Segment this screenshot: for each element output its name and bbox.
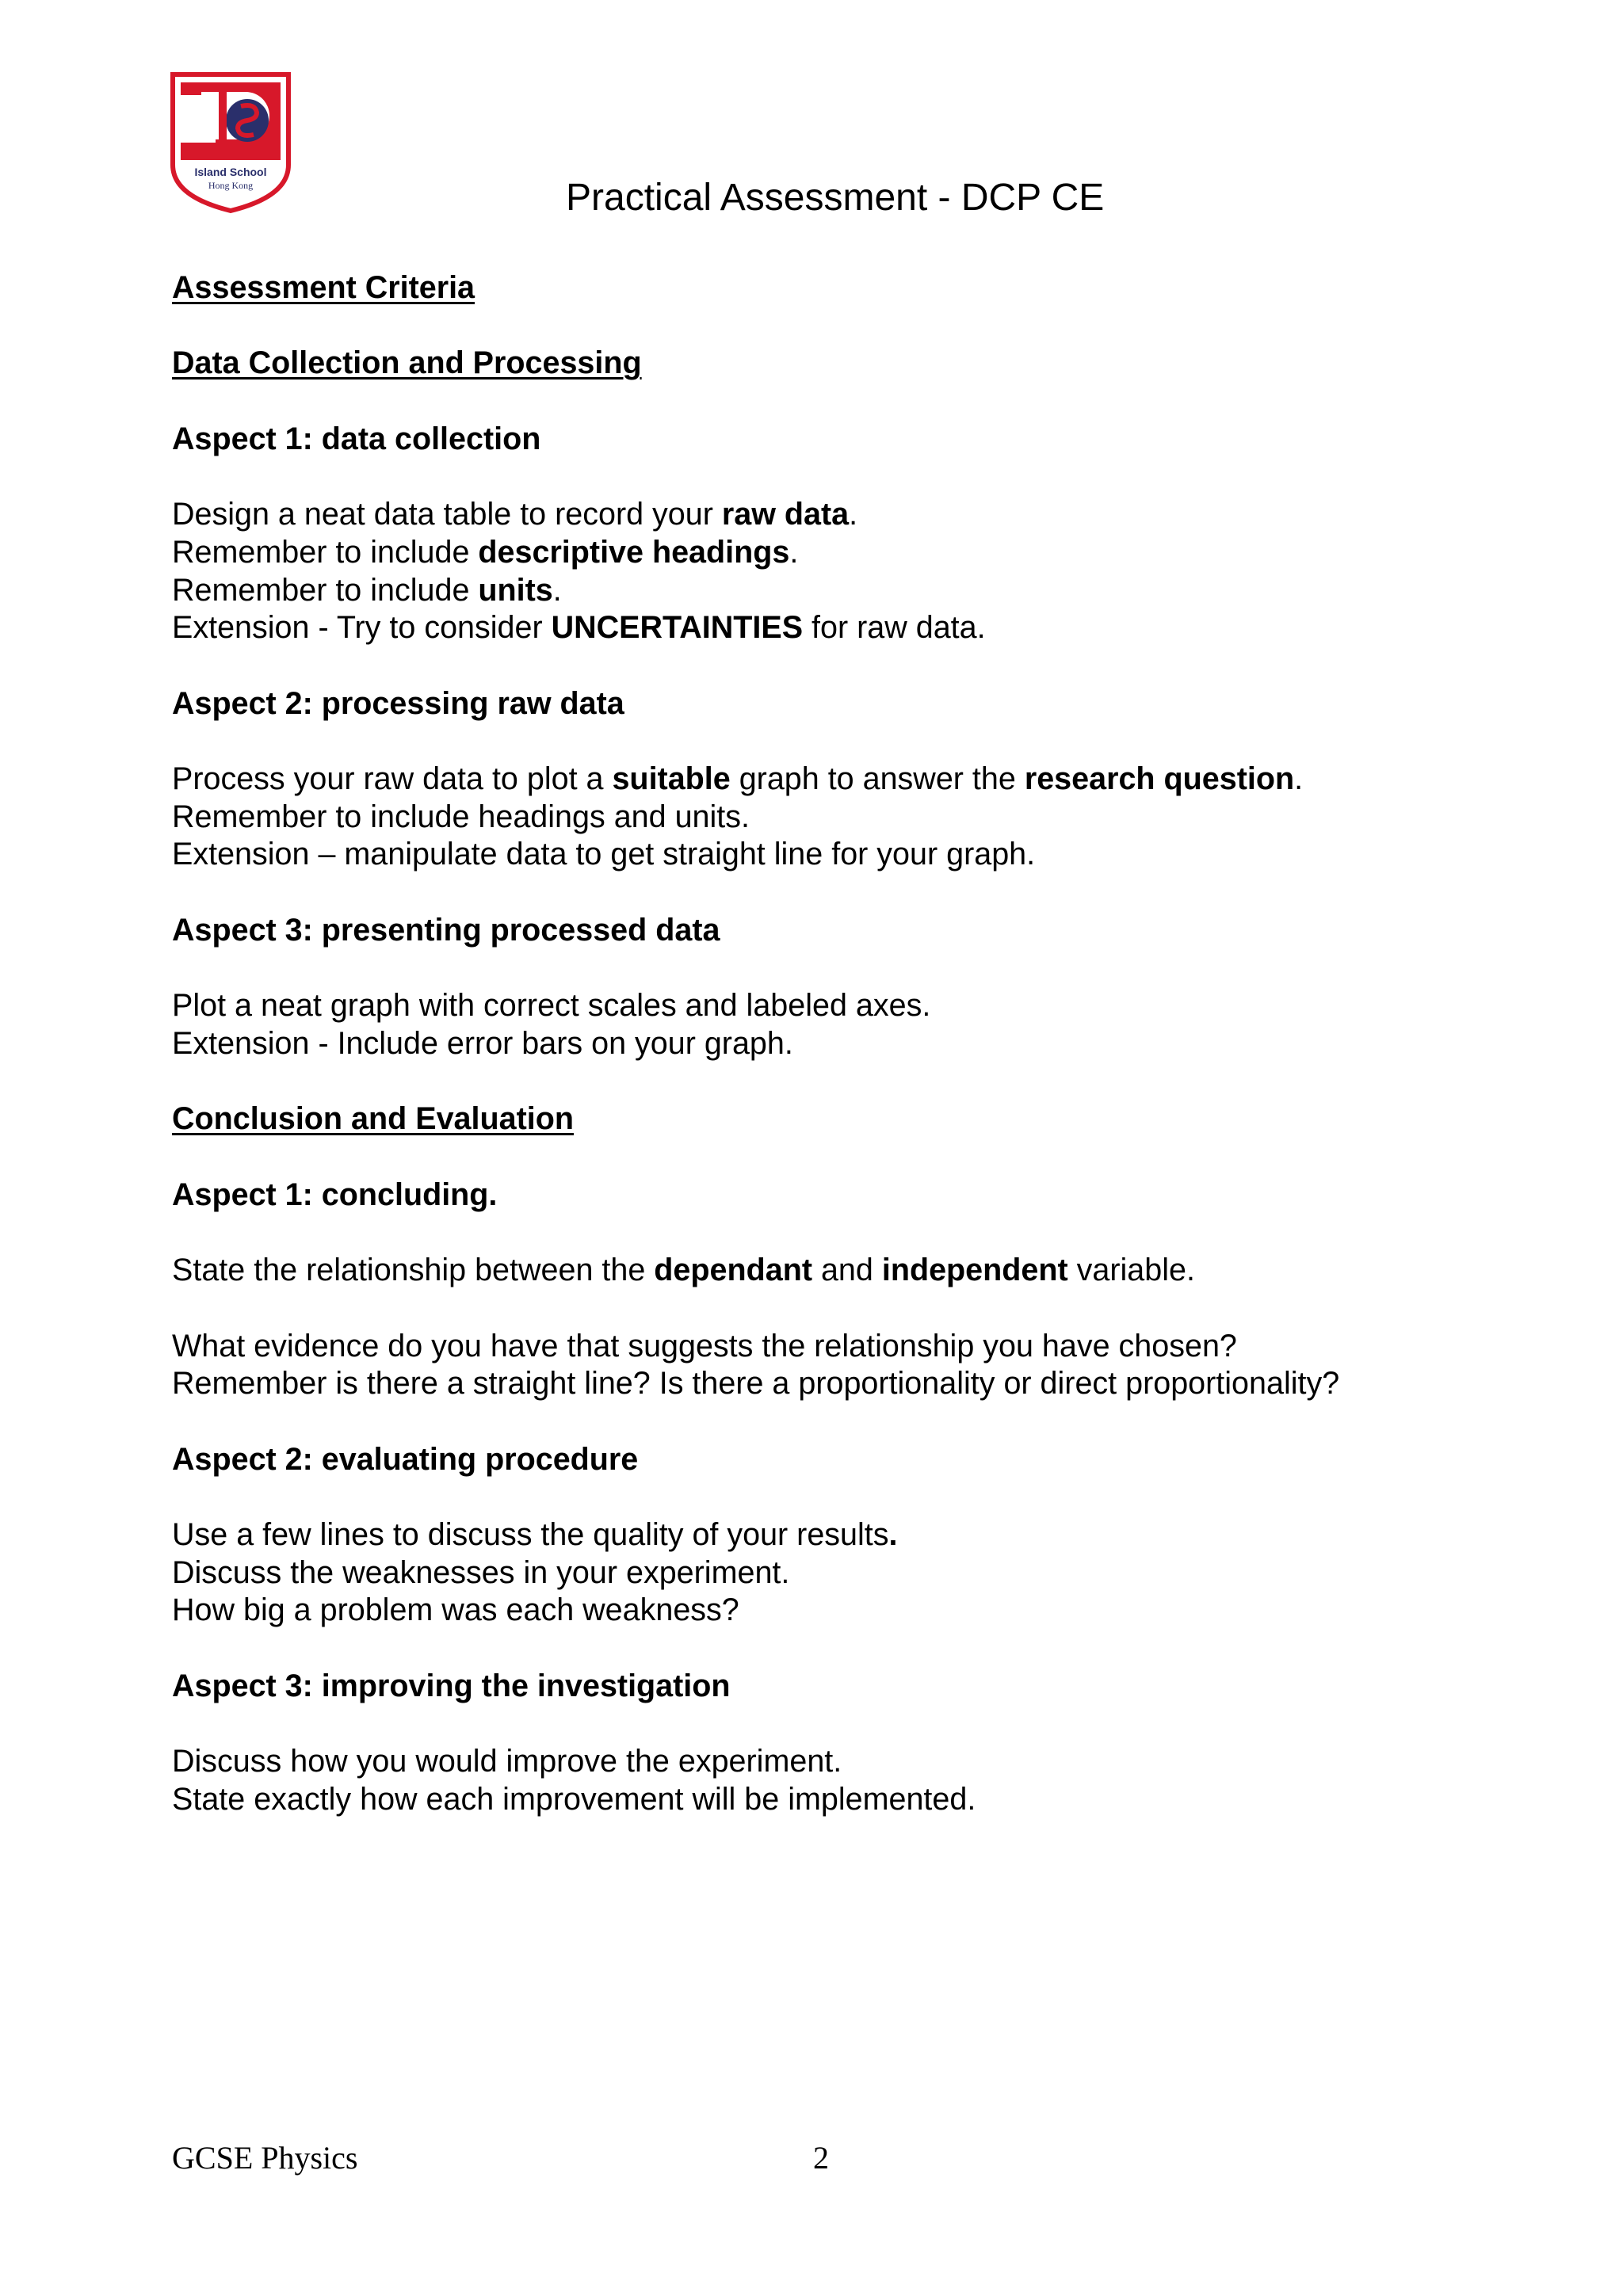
instruction-line: How big a problem was each weakness? [172,1592,739,1628]
aspect-title: Aspect 1: concluding. [172,1177,498,1212]
instruction-line: Extension - Try to consider UNCERTAINTIES for raw data. [172,610,986,646]
document-title: Practical Assessment - DCP CE [566,177,1105,219]
heading-data-collection: Data Collection and Processing [172,345,642,381]
instruction-line: Plot a neat graph with correct scales and labeled axes. [172,988,931,1024]
instruction-line: Remember to include descriptive headings. [172,534,799,570]
heading-conclusion-evaluation: Conclusion and Evaluation [172,1101,574,1137]
aspect-title: Aspect 2: evaluating procedure [172,1441,639,1477]
instruction-line: Discuss how you would improve the experiment. [172,1744,842,1779]
instruction-line: Discuss the weaknesses in your experiment. [172,1554,790,1590]
instruction-line: Remember to include headings and units. [172,799,750,834]
aspect-title: Aspect 3: presenting processed data [172,912,720,948]
instruction-line: Design a neat data table to record your raw data. [172,497,858,532]
footer-page-number: 2 [813,2140,829,2176]
instruction-line: Remember to include units. [172,572,562,608]
logo-text-school: Island School [194,166,267,178]
heading-assessment-criteria: Assessment Criteria [172,270,475,305]
instruction-line: What evidence do you have that suggests the relationship you have chosen? [172,1328,1237,1363]
aspect-title: Aspect 1: data collection [172,421,541,456]
instruction-line: Process your raw data to plot a suitable graph to answer the research question. [172,761,1304,797]
instruction-line: Extension – manipulate data to get straight line for your graph. [172,837,1036,872]
aspect-title: Aspect 2: processing raw data [172,685,624,721]
document-body [172,269,1472,1819]
instruction-line: State the relationship between the dependant and independent variable. [172,1253,1195,1288]
instruction-line: Extension - Include error bars on your graph. [172,1025,793,1061]
logo-text-location: Hong Kong [208,180,254,191]
footer-course-name: GCSE Physics [172,2140,358,2176]
island-school-logo [170,71,292,214]
instruction-line: State exactly how each improvement will be implemented. [172,1781,976,1817]
instruction-line: Use a few lines to discuss the quality of your results. [172,1517,898,1552]
instruction-line: Remember is there a straight line? Is there a proportionality or direct proportionality? [172,1366,1340,1402]
aspect-title: Aspect 3: improving the investigation [172,1668,731,1703]
